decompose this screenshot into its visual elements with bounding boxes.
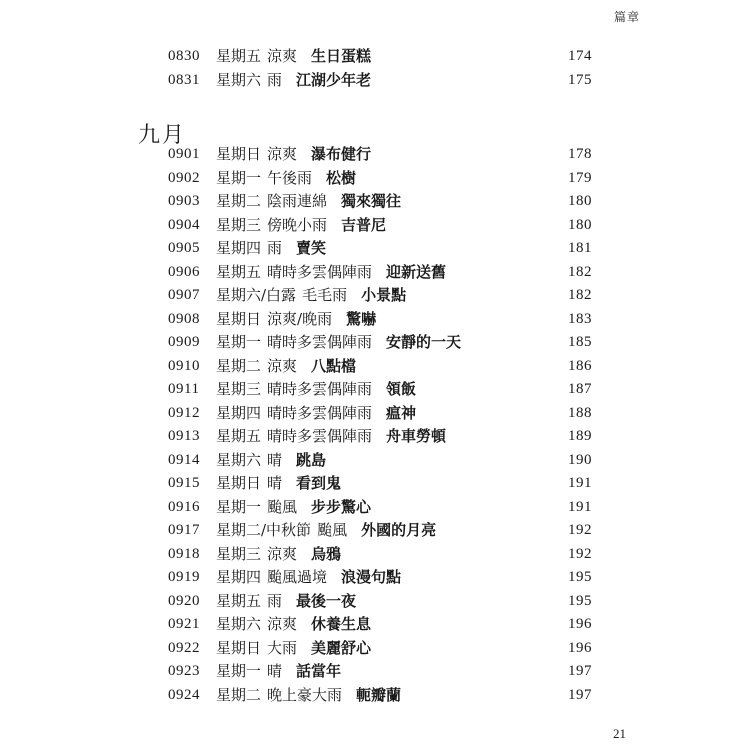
entry-title: 領飯 xyxy=(386,380,417,398)
toc-entry xyxy=(168,637,592,659)
entry-title: 驚嚇 xyxy=(346,309,377,328)
page-number: 21 xyxy=(613,726,626,741)
entry-title: 小景點 xyxy=(361,286,407,304)
entry-date: 0921 xyxy=(168,616,200,632)
toc-entry xyxy=(168,190,592,212)
entry-dow: 星期二 xyxy=(216,192,262,210)
entry-title: 最後一夜 xyxy=(296,591,357,610)
entry-page: 189 xyxy=(568,428,592,444)
toc-entry xyxy=(168,449,592,471)
entry-date: 0920 xyxy=(168,592,200,609)
entry-title: 江湖少年老 xyxy=(296,70,372,89)
entry-weather: 晴時多雲偶陣雨 xyxy=(267,427,373,445)
entry-title: 烏鴉 xyxy=(311,544,342,563)
entry-dow: 星期六 xyxy=(216,450,262,469)
entry-page: 188 xyxy=(568,404,592,421)
entry-weather: 涼爽 xyxy=(267,47,298,65)
entry-page: 180 xyxy=(568,216,592,233)
toc-entry xyxy=(168,472,592,494)
entry-title: 軛瓣蘭 xyxy=(356,685,402,704)
entry-date: 0913 xyxy=(168,428,200,444)
entry-date: 0919 xyxy=(168,569,200,585)
entry-weather: 午後雨 xyxy=(267,168,313,187)
entry-title: 休養生息 xyxy=(311,615,372,633)
entry-date: 0923 xyxy=(168,663,200,679)
entry-page: 174 xyxy=(568,48,592,64)
entry-dow: 星期二 xyxy=(216,356,262,375)
entry-date: 0907 xyxy=(168,287,200,303)
entry-weather: 晚上豪大雨 xyxy=(267,685,343,704)
entry-weather: 毛毛雨 xyxy=(302,286,348,304)
toc-entry xyxy=(168,378,592,400)
entry-title: 賣笑 xyxy=(296,239,327,257)
entry-dow: 星期日 xyxy=(216,474,262,492)
entry-dow: 星期日 xyxy=(216,309,262,328)
entry-page: 192 xyxy=(568,522,592,538)
entry-date: 0902 xyxy=(168,169,200,186)
entry-weather: 涼爽 xyxy=(267,356,298,375)
toc-entry xyxy=(168,402,592,424)
entry-dow: 星期三 xyxy=(216,215,262,234)
entry-weather: 晴時多雲偶陣雨 xyxy=(267,333,373,351)
entry-title: 外國的月亮 xyxy=(361,521,437,539)
entry-dow: 星期三 xyxy=(216,380,262,398)
entry-date: 0924 xyxy=(168,686,200,703)
toc-entry xyxy=(168,331,592,353)
entry-dow: 星期五 xyxy=(216,262,262,281)
entry-dow: 星期二/中秋節 xyxy=(216,521,312,539)
toc-entry xyxy=(168,214,592,236)
entry-dow: 星期五 xyxy=(216,47,262,65)
toc-entry xyxy=(168,496,592,518)
entry-date: 0912 xyxy=(168,404,200,421)
entry-page: 181 xyxy=(568,240,592,256)
entry-title: 浪漫句點 xyxy=(341,568,402,586)
entry-weather: 雨 xyxy=(267,239,283,257)
entry-page: 180 xyxy=(568,193,592,209)
entry-date: 0903 xyxy=(168,193,200,209)
entry-title: 美麗舒心 xyxy=(311,638,372,657)
entry-weather: 雨 xyxy=(267,591,283,610)
toc-entry xyxy=(168,425,592,447)
toc-entry xyxy=(168,684,592,706)
entry-page: 185 xyxy=(568,334,592,350)
entry-title: 跳島 xyxy=(296,450,327,469)
entry-page: 186 xyxy=(568,357,592,374)
entry-date: 0909 xyxy=(168,334,200,350)
toc-entry xyxy=(168,519,592,541)
entry-page: 197 xyxy=(568,686,592,703)
entry-weather: 傍晚小雨 xyxy=(267,215,328,234)
entry-page: 183 xyxy=(568,310,592,327)
entry-dow: 星期六 xyxy=(216,615,262,633)
entry-date: 0911 xyxy=(168,381,200,397)
entry-weather: 晴時多雲偶陣雨 xyxy=(267,262,373,281)
entry-dow: 星期一 xyxy=(216,333,262,351)
entry-page: 197 xyxy=(568,663,592,679)
entry-page: 182 xyxy=(568,287,592,303)
entry-weather: 晴時多雲偶陣雨 xyxy=(267,403,373,422)
entry-title: 松樹 xyxy=(326,168,357,187)
toc-entry xyxy=(168,355,592,377)
entry-weather: 颱風 xyxy=(267,497,298,516)
entry-title: 舟車勞頓 xyxy=(386,427,447,445)
entry-dow: 星期四 xyxy=(216,568,262,586)
entry-page: 191 xyxy=(568,498,592,515)
entry-weather: 晴時多雲偶陣雨 xyxy=(267,380,373,398)
entry-date: 0916 xyxy=(168,498,200,515)
entry-weather: 颱風 xyxy=(317,521,348,539)
entry-dow: 星期日 xyxy=(216,638,262,657)
entry-title: 看到鬼 xyxy=(296,474,342,492)
entry-dow: 星期四 xyxy=(216,239,262,257)
entry-dow: 星期五 xyxy=(216,427,262,445)
entry-title: 步步驚心 xyxy=(311,497,372,516)
entry-page: 179 xyxy=(568,169,592,186)
entry-title: 八點檔 xyxy=(311,356,357,375)
entry-weather: 涼爽 xyxy=(267,544,298,563)
toc-entry xyxy=(168,167,592,189)
entry-date: 0831 xyxy=(168,71,200,88)
entry-date: 0915 xyxy=(168,475,200,491)
entry-weather: 雨 xyxy=(267,70,283,89)
running-header: 篇章 xyxy=(613,10,640,24)
entry-title: 迎新送舊 xyxy=(386,262,447,281)
entry-date: 0908 xyxy=(168,310,200,327)
entry-weather: 涼爽 xyxy=(267,615,298,633)
entry-date: 0906 xyxy=(168,263,200,280)
toc-entry xyxy=(168,237,592,259)
entry-dow: 星期五 xyxy=(216,591,262,610)
toc-entry xyxy=(168,543,592,565)
entry-weather: 晴 xyxy=(267,662,283,680)
entry-weather: 大雨 xyxy=(267,638,298,657)
entry-page: 195 xyxy=(568,569,592,585)
entry-title: 安靜的一天 xyxy=(386,333,462,351)
entry-date: 0918 xyxy=(168,545,200,562)
entry-weather: 晴 xyxy=(267,450,283,469)
entry-title: 話當年 xyxy=(296,662,342,680)
entry-weather: 涼爽 xyxy=(267,145,298,163)
entry-dow: 星期一 xyxy=(216,497,262,516)
entry-title: 瀑布健行 xyxy=(311,145,372,163)
entry-date: 0917 xyxy=(168,522,200,538)
entry-dow: 星期四 xyxy=(216,403,262,422)
entry-page: 187 xyxy=(568,381,592,397)
entry-page: 196 xyxy=(568,616,592,632)
entry-page: 192 xyxy=(568,545,592,562)
month-heading: 九月 xyxy=(138,123,187,148)
entry-page: 191 xyxy=(568,475,592,491)
entry-page: 195 xyxy=(568,592,592,609)
entry-title: 吉普尼 xyxy=(341,215,387,234)
toc-entry xyxy=(168,613,592,635)
entry-page: 175 xyxy=(568,71,592,88)
entry-date: 0905 xyxy=(168,240,200,256)
entry-dow: 星期一 xyxy=(216,168,262,187)
toc-entry xyxy=(168,45,592,67)
entry-page: 178 xyxy=(568,146,592,162)
toc-entry xyxy=(168,261,592,283)
entry-dow: 星期六 xyxy=(216,70,262,89)
entry-date: 0904 xyxy=(168,216,200,233)
entry-weather: 涼爽/晚雨 xyxy=(267,309,333,328)
entry-dow: 星期二 xyxy=(216,685,262,704)
toc-entry xyxy=(168,143,592,165)
entry-page: 190 xyxy=(568,451,592,468)
entry-page: 182 xyxy=(568,263,592,280)
toc-entry xyxy=(168,660,592,682)
entry-date: 0922 xyxy=(168,639,200,656)
toc-entry xyxy=(168,284,592,306)
entry-title: 瘟神 xyxy=(386,403,417,422)
toc-entry xyxy=(168,566,592,588)
entry-dow: 星期六/白露 xyxy=(216,286,297,304)
entry-date: 0914 xyxy=(168,451,200,468)
entry-dow: 星期日 xyxy=(216,145,262,163)
entry-page: 196 xyxy=(568,639,592,656)
entry-weather: 陰雨連綿 xyxy=(267,192,328,210)
toc-entry xyxy=(168,590,592,612)
toc-entry xyxy=(168,308,592,330)
entry-title: 獨來獨往 xyxy=(341,192,402,210)
entry-weather: 晴 xyxy=(267,474,283,492)
entry-dow: 星期三 xyxy=(216,544,262,563)
entry-title: 生日蛋糕 xyxy=(311,47,372,65)
entry-date: 0901 xyxy=(168,146,200,162)
toc-entry xyxy=(168,69,592,91)
entry-date: 0830 xyxy=(168,48,200,64)
entry-weather: 颱風過境 xyxy=(267,568,328,586)
entry-date: 0910 xyxy=(168,357,200,374)
entry-dow: 星期一 xyxy=(216,662,262,680)
